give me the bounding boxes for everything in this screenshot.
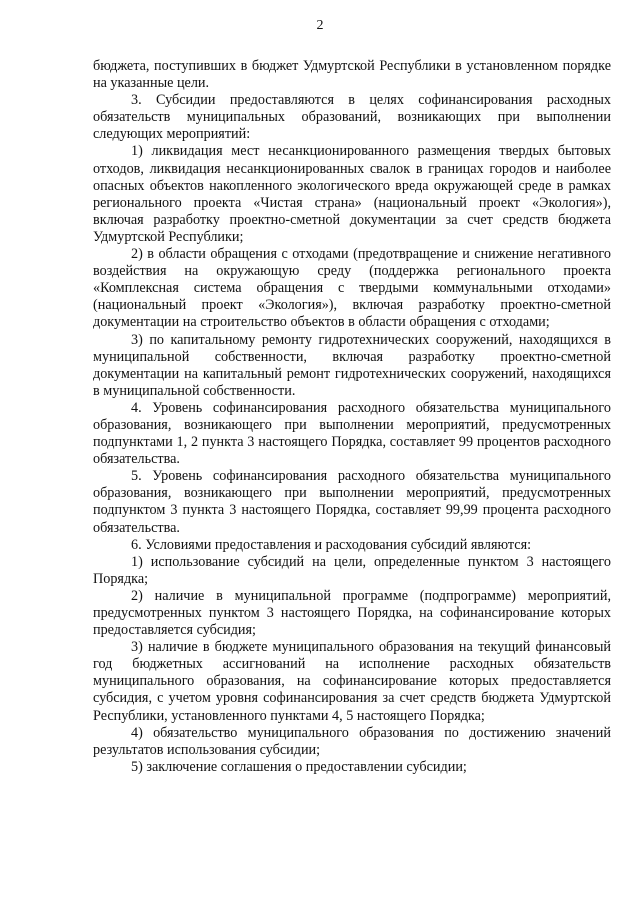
paragraph-continuation: бюджета, поступивших в бюджет Удмуртской Республики в установленном порядке на указанные цели. xyxy=(93,58,611,92)
paragraph-item-6-5: 5) заключение соглашения о предоставлении субсидии; xyxy=(131,758,467,775)
paragraph-item-6-4: 4) обязательство муниципального образования по достижению значений результатов использования субсидии; xyxy=(93,724,611,758)
paragraph-item-6-3: 3) наличие в бюджете муниципального образования на текущий финансовый год бюджетных ассигнований на исполнение расходных обязательств муниципального образования, на софинансирование которых предоставляется субсидия, с учетом уровня софинансирования за счет средств бюджета Удмуртской Республики, установленного пунктами 4, 5 настоящего Порядка; xyxy=(93,639,611,724)
paragraph-item-5: 5. Уровень софинансирования расходного обязательства муниципального образования, возникающего при выполнении мероприятий, предусмотренных подпунктом 3 пункта 3 настоящего Порядка, составляет 99,99 процента расходного обязательства. xyxy=(93,468,611,536)
paragraph-item-3-1: 1) ликвидация мест несанкционированного размещения твердых бытовых отходов, ликвидация несанкционированных свалок в границах городов и наиболее опасных объектов накопленного экологического вреда окружающей среде в рамках регионального проекта «Чистая страна» (национальный проект «Экология»), включая разработку проектно-сметной документации за счет средств бюджета Удмуртской Республики; xyxy=(93,143,611,245)
document-body xyxy=(93,58,611,776)
paragraph-item-6-1: 1) использование субсидий на цели, определенные пунктом 3 настоящего Порядка; xyxy=(93,553,611,587)
paragraph-item-3: 3. Субсидии предоставляются в целях софинансирования расходных обязательств муниципальных образований, возникающих при выполнении следующих мероприятий: xyxy=(93,92,611,143)
paragraph-item-6-2: 2) наличие в муниципальной программе (подпрограмме) мероприятий, предусмотренных пунктом 3 настоящего Порядка, на софинансирование которых предоставляется субсидия; xyxy=(93,587,611,639)
paragraph-item-3-3: 3) по капитальному ремонту гидротехнических сооружений, находящихся в муниципальной собственности, включая разработку проектно-сметной документации на капитальный ремонт гидротехнических сооружений, находящихся в муниципальной собственности. xyxy=(93,331,611,399)
paragraph-item-6: 6. Условиями предоставления и расходования субсидий являются: xyxy=(131,536,532,553)
page-number: 2 xyxy=(316,18,324,33)
paragraph-item-4: 4. Уровень софинансирования расходного обязательства муниципального образования, возникающего при выполнении мероприятий, предусмотренных подпунктами 1, 2 пункта 3 настоящего Порядка, составляет 99 процентов расходного обязательства. xyxy=(93,399,611,468)
paragraph-item-3-2: 2) в области обращения с отходами (предотвращение и снижение негативного воздействия на окружающую среду (поддержка регионального проекта «Комплексная система обращения с твердыми коммунальными отходами» (национальный проект «Экология»), включая разработку проектно-сметной документации на строительство объектов в области обращения с отходами; xyxy=(93,246,611,331)
